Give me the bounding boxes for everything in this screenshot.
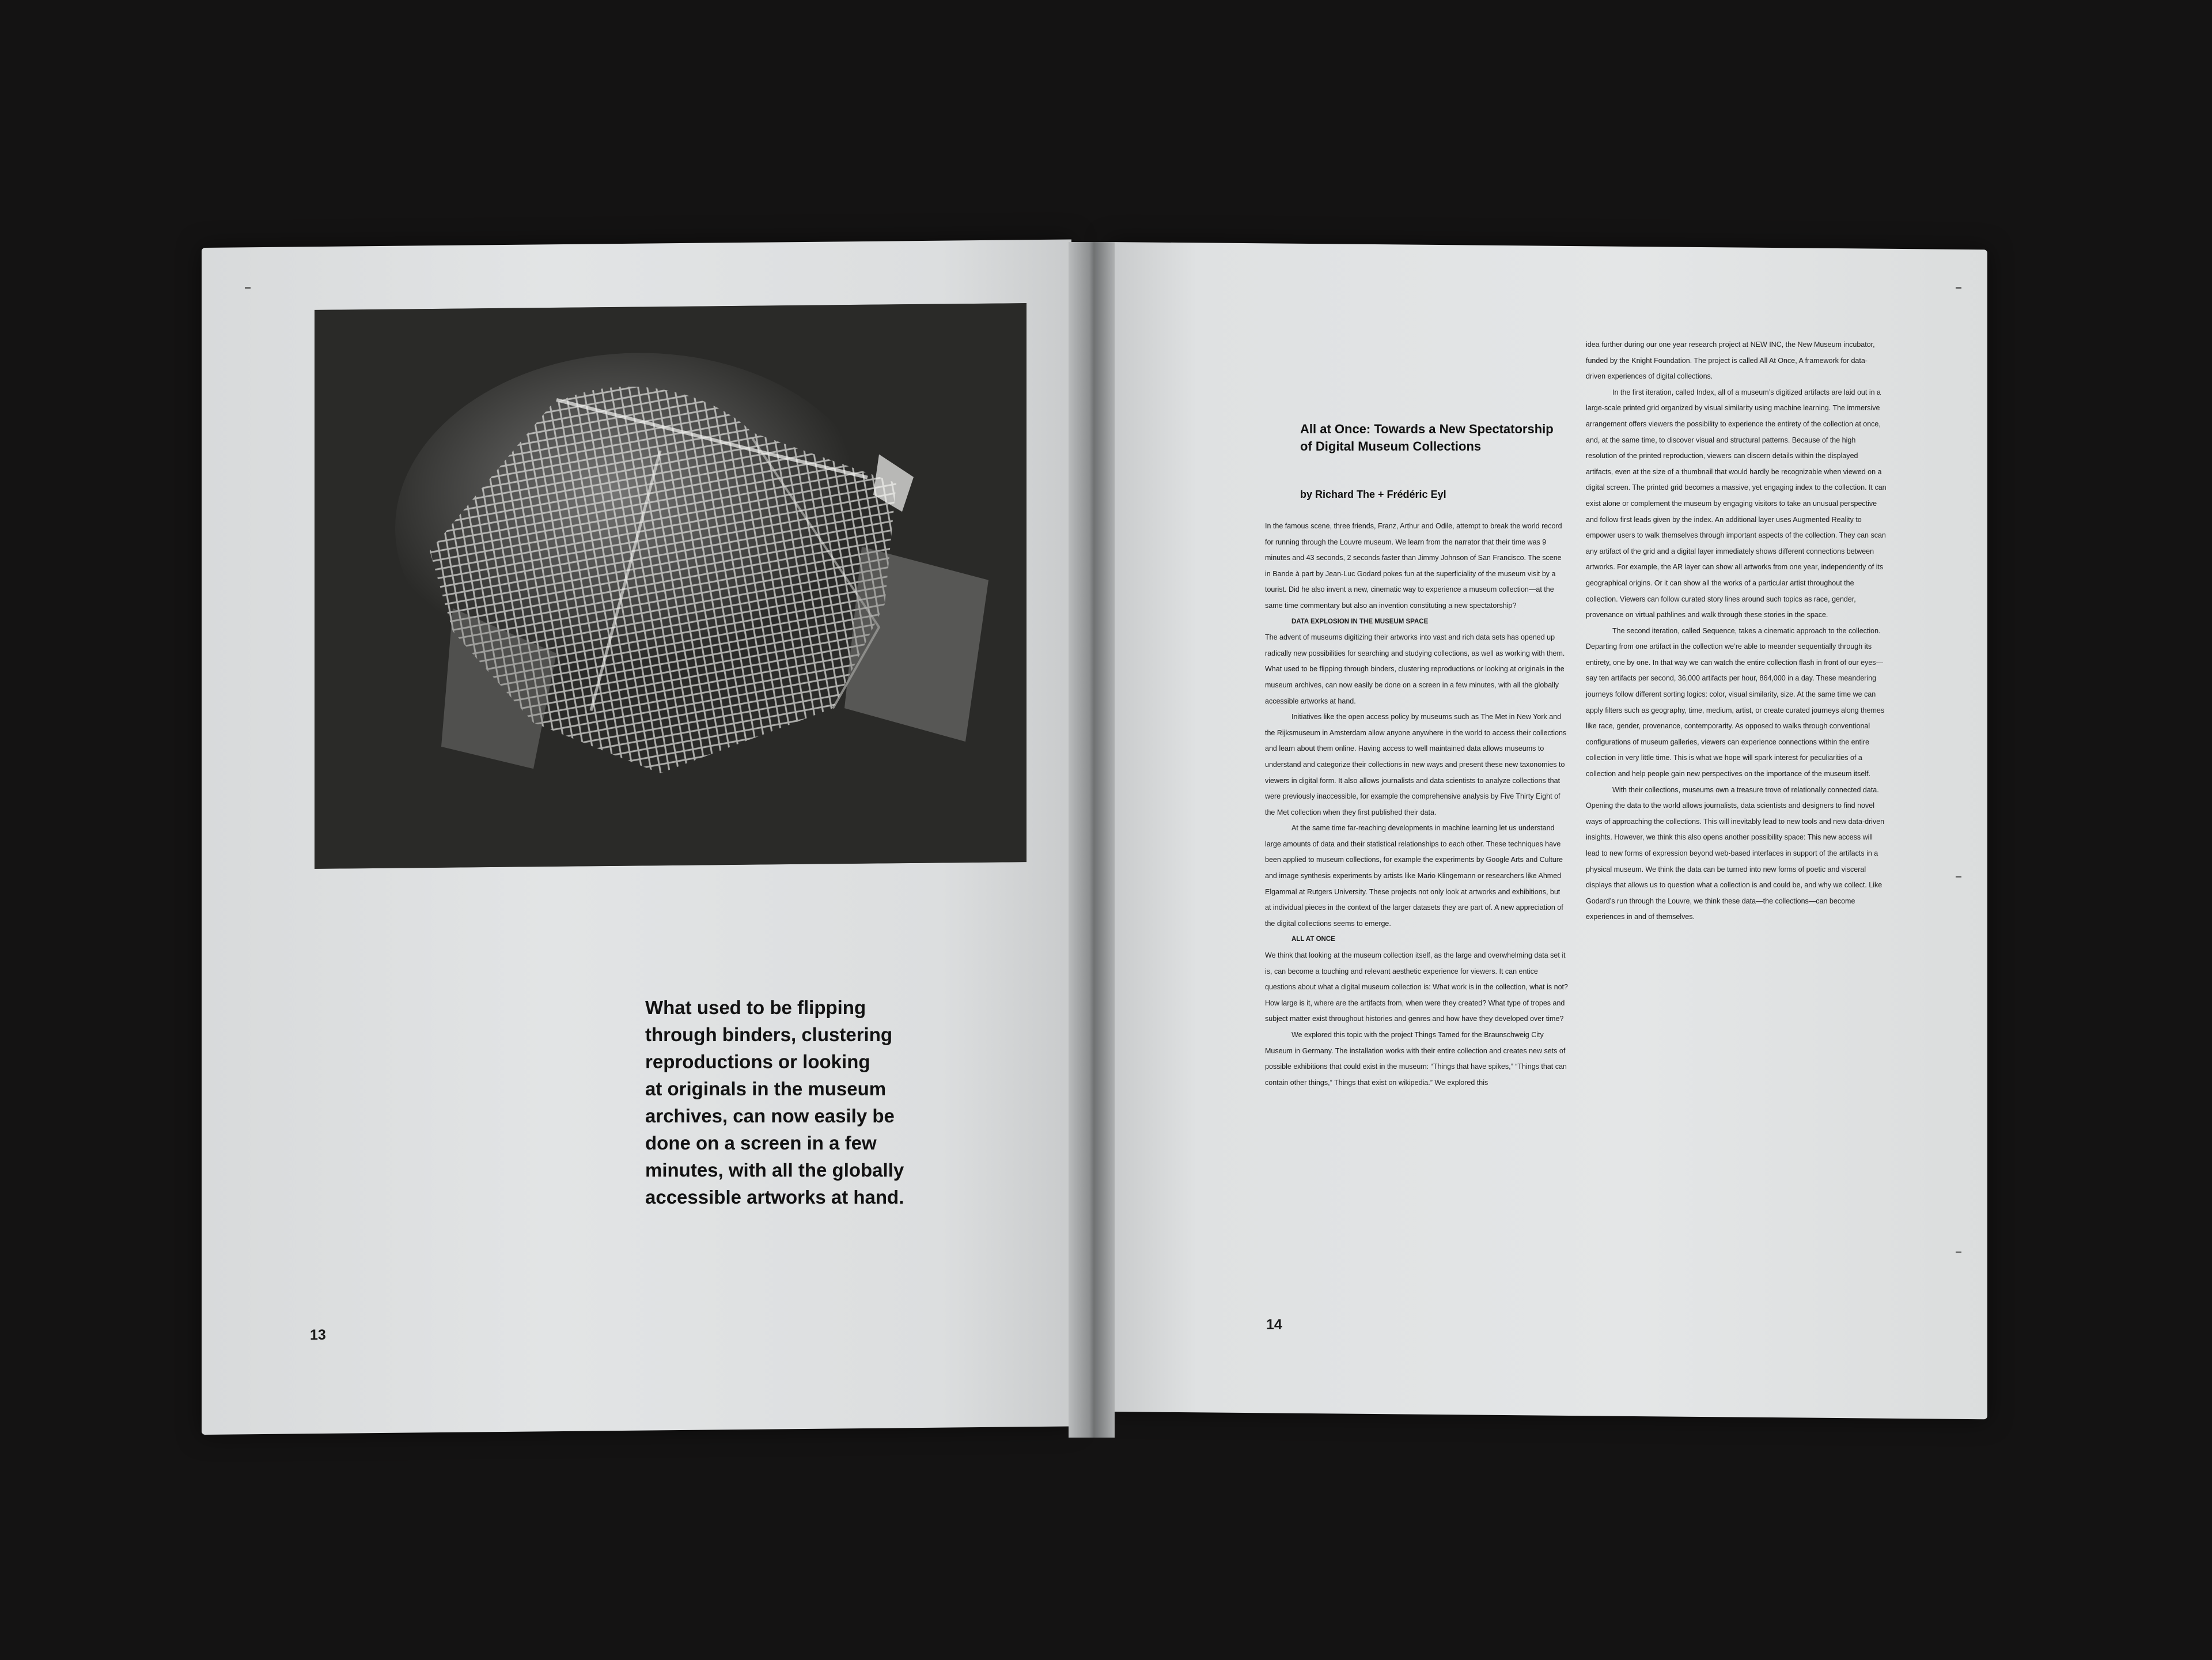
pull-quote: What used to be flipping through binders, clustering reproductions or looking at originals in the museum archives, can now easily be done on a screen in a few minutes, with all the globally accessible artworks at hand. [645, 997, 904, 1208]
body-paragraph: We think that looking at the museum collection itself, as the large and overwhelming data set it is, can become a touching and relevant aesthetic experience for viewers. It can entice questions about what a digital museum collection is: What work is in the collection, what is not? How large is it, where are the artifacts from, when were they created? What type of tropes and subject matter exist throughout histories and genres and how have they developed over time? [1265, 951, 1568, 1023]
crop-mark [1956, 1251, 1961, 1253]
section-heading: DATA EXPLOSION IN THE MUSEUM SPACE [1291, 618, 1429, 625]
section-heading: ALL AT ONCE [1291, 936, 1335, 943]
article-column-1 [1265, 519, 1568, 1091]
body-paragraph: Initiatives like the open access policy by museums such as The Met in New York and the Rijksmuseum in Amsterdam allow anyone anywhere in the world to access their collections and learn about them online. Having access to well maintained data allows museums to understand and categorize their collections in new ways and present these new taxonomies to viewers in digital form. It also allows journalists and data scientists to analyze collections that were previously inaccessible, for example the comprehensive analysis by Five Thirty Eight of the Met collection when they first published their data. [1265, 713, 1567, 816]
crop-mark [1956, 287, 1961, 289]
body-paragraph: At the same time far-reaching developments in machine learning let us understand large amounts of data and their statistical relationships to each other. These techniques have been applied to museum collections, for example the experiments by Google Arts and Culture and image synthesis experiments by artists like Mario Klingemann or researchers like Ahmed Elgammal at Rutgers University. These projects not only look at artworks and exhibitions, but at individual pieces in the context of the larger datasets they are part of. A new appreciation of the digital collections seems to emerge. [1265, 824, 1563, 928]
article-byline: by Richard The + Frédéric Eyl [1300, 489, 1446, 500]
body-paragraph: With their collections, museums own a treasure trove of relationally connected data. Opening the data to the world allows journalists, data scientists and designers to find novel ways of approaching the collections. This will inevitably lead to new tools and new data-driven insights. However, we think this also opens another possibility space: This new access will lead to new forms of expression beyond web-based interfaces in support of the artifacts in a physical museum. We think the data can be turned into new forms of poetic and visceral displays that allows us to question what a collection is and could be, and why we collect. Like Godard’s run through the Louvre, we think these data—the collections—can become experiences in and of themselves. [1586, 785, 1885, 921]
crop-mark [245, 287, 251, 289]
mesh-sculpture-photo [315, 303, 1027, 869]
body-paragraph: idea further during our one year research project at NEW INC, the New Museum incubator, funded by the Knight Foundation. The project is called All At Once, A framework for data-driven experiences of digital collections. [1586, 341, 1875, 381]
page-number-right: 14 [1266, 1317, 1282, 1333]
crop-mark [1956, 876, 1961, 878]
article-title: All at Once: Towards a New Spectatorship of Digital Museum Collections [1300, 422, 1554, 453]
body-paragraph: The advent of museums digitizing their artworks into vast and rich data sets has opened up radically new possibilities for searching and studying collections, as well as working with them. What used to be flipping through binders, clustering reproductions or looking at originals in the museum archives, can now easily be done on a screen in a few minutes, with all the globally accessible artworks at hand. [1265, 633, 1565, 705]
article-column-2 [1586, 337, 1887, 925]
body-paragraph: In the famous scene, three friends, Franz, Arthur and Odile, attempt to break the world record for running through the Louvre museum. We learn from the narrator that their time was 9 minutes and 43 seconds, 2 seconds faster than Jimmy Johnson of San Francisco. The scene in Bande à part by Jean-Luc Godard pokes fun at the superficiality of the museum visit by a tourist. Did he also invent a new, cinematic way to experience a museum collection—at the same time commentary but also an invention constituting a new spectatorship? [1265, 522, 1562, 610]
body-paragraph: We explored this topic with the project Things Tamed for the Braunschweig City Museum in Germany. The installation works with their entire collection and creates new sets of possible exhibitions that could exist in the museum: “Things that have spikes,” “Things that can contain other things,” Things that exist on wikipedia.” We explored this [1265, 1031, 1567, 1087]
page-number-left: 13 [310, 1327, 326, 1343]
body-paragraph: The second iteration, called Sequence, takes a cinematic approach to the collection. Departing from one artifact in the collection we’re able to meander sequentially through its entirety, one by one. In that way we can watch the entire collection flash in front of our eyes—say ten artifacts per second, 36,000 artifacts per hour, 864,000 in a day. These meandering journeys follow different sorting logics: color, visual similarity, size. At the same time we can apply filters such as geography, time, medium, artist, or create curated journeys along themes like race, gender, provenance, contemporarity. As opposed to walks through conventional configurations of museum galleries, viewers can experience connections within the entire collection in very little time. This is what we hope will spark interest for peculiarities of a collection and help people gain new perspectives on the importance of the museum itself. [1586, 626, 1885, 778]
mesh-sculpture-photo-icon [315, 303, 1027, 869]
spine-gutter [1069, 242, 1115, 1438]
body-paragraph: In the first iteration, called Index, all of a museum’s digitized artifacts are laid out in a large-scale printed grid organized by visual similarity using machine learning. The immersive arrangement offers viewers the possibility to experience the entirety of the collection at once, and, at the same time, to discover visual and structural patterns. Because of the high resolution of the printed reproduction, viewers can discern details within the displayed artifacts, even at the size of a thumbnail that would hardly be recognizable when viewed on a digital screen. The printed grid becomes a massive, yet engaging index to the collection. It can exist alone or complement the museum by engaging visitors to take an unusual perspective and follow first leads given by the index. An additional layer uses Augmented Reality to empower users to walk themselves through important aspects of the collection. They can scan any artifact of the grid and a digital layer immediately shows different connections between artworks. For example, the AR layer can show all artworks from one year, independently of its geographical origins. Or it can show all the works of a particular artist throughout the collection. Viewers can follow curated story lines around such topics as race, gender, provenance on virtual pathlines and walk through these stories in the space. [1586, 388, 1887, 619]
